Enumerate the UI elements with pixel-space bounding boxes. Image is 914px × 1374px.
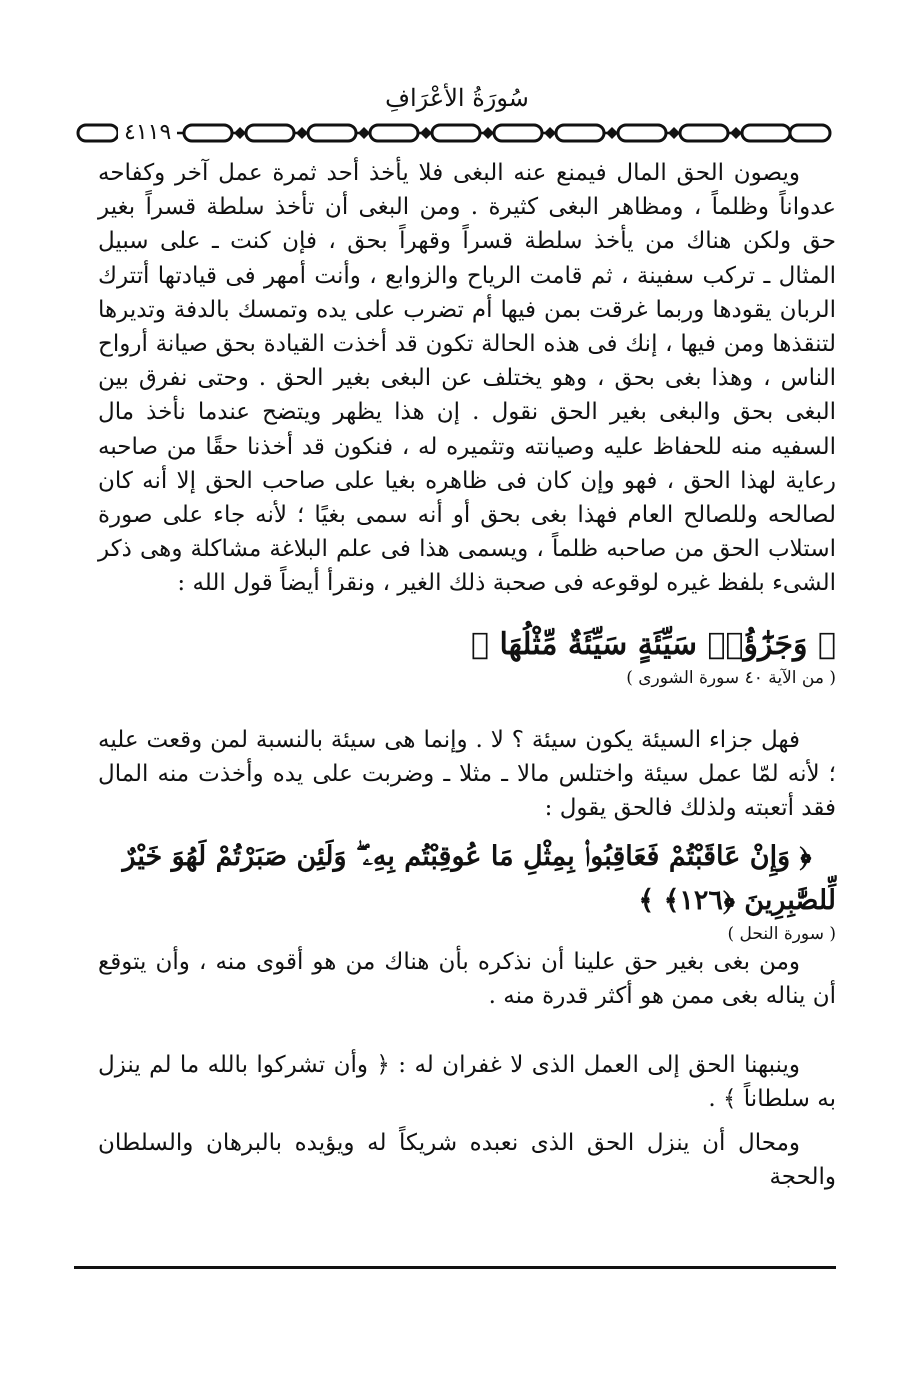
verse-reference-text: ( سورة النحل ) (727, 924, 836, 945)
verse-reference (98, 667, 836, 689)
paragraph: وينبهنا الحق إلى العمل الذى لا غفران له : ﴿ وأن تشركوا بالله ما لم ينزل به سلطاناً ﴾ . (98, 1051, 836, 1112)
verse-reference-text: ( من الآية ٤٠ سورة الشورى ) (626, 667, 836, 688)
paragraph: فهل جزاء السيئة يكون سيئة ؟ لا . وإنما هى سيئة بالنسبة لمن وقعت عليه ؛ لأنه لمّا عمل سيئة واختلس مالا ـ مثلا ـ وضربت على يده وأخذت منه المال فقد أتعبته ولذلك فالحق يقول : (98, 726, 836, 822)
page-number: ٤١١٩ (118, 120, 177, 146)
paragraph: ومن بغى بغير حق علينا أن نذكره بأن هناك من هو أقوى منه ، وأن يتوقع أن يناله بغى ممن هو أكثر قدرة منه . (98, 949, 836, 1010)
ornamental-header-bar (74, 118, 836, 148)
surah-title: سُورَةُ الأعْرَافِ (385, 84, 529, 112)
footer-rule (74, 1266, 836, 1269)
paragraph: ومحال أن ينزل الحق الذى نعبده شريكاً له ويؤيده بالبرهان والسلطان والحجة (98, 1130, 836, 1191)
paragraph: ويصون الحق المال فيمنع عنه البغى فلا يأخذ أحد ثمرة عمل آخر وكفاحه عدواناً وظلماً ، ومظاهر البغى كثيرة . ومن البغى أن تأخذ سلطة قسراً بغير حق ولكن هناك من يأخذ سلطة قسراً وقهراً بحق ، فإن كنت ـ على سبيل المثال ـ تركب سفينة ، ثم قامت الرياح والزوابع ، وأنت أمهر فى قيادتها أتترك الربان يقودها وربما غرقت بمن فيها أم تضرب على يده وتمسك بالدفة وتديرها لتنقذها ومن فيها ، إنك فى هذه الحالة تكون قد أخذت القيادة بحق صيانة أرواح الناس ، وهذا بغى بحق ، وهو يختلف عن البغى بغير الحق . وحتى نفرق بين البغى بحق والبغى بغير الحق نقول . إن هذا يظهر ويتضح عندما نأخذ مال السفيه منه للحفاظ عليه وصيانته وتثميره له ، فنكون قد أخذنا حقًا من صاحبه رعاية لهذا الحق ، فهو وإن كان فى ظاهره بغيا على صاحب الحق إلا أنه كان لصالحه وللصالح العام فهذا بغى بحق أو أنه سمى بغيًا ؛ لأنه جاء على صورة استلاب الحق من صاحبه ظلماً ، ويسمى هذا فى علم البلاغة مشاكلة وهى ذكر الشىء بلفظ غيره لوقوعه فى صحبة ذلك الغير ، ونقرأ أيضاً قول الله : (98, 160, 836, 597)
ornament-chain-icon (74, 118, 836, 148)
verse-reference (98, 923, 836, 945)
quran-verse: ﴿ وَجَزَٰٓؤُا۟ سَيِّئَةٍ سَيِّئَةٌ مِّثْلُهَا ﴾ (471, 626, 836, 662)
body-text (98, 156, 836, 1194)
quran-verse: ﴿ وَإِنْ عَاقَبْتُمْ فَعَاقِبُوا۟ بِمِثْلِ مَا عُوقِبْتُم بِهِۦ ۖ وَلَئِن صَبَرْتُمْ لَهُوَ خَيْرٌ لِّلصَّٰبِرِينَ ﴿١٢٦﴾ ﴾ (122, 841, 836, 917)
